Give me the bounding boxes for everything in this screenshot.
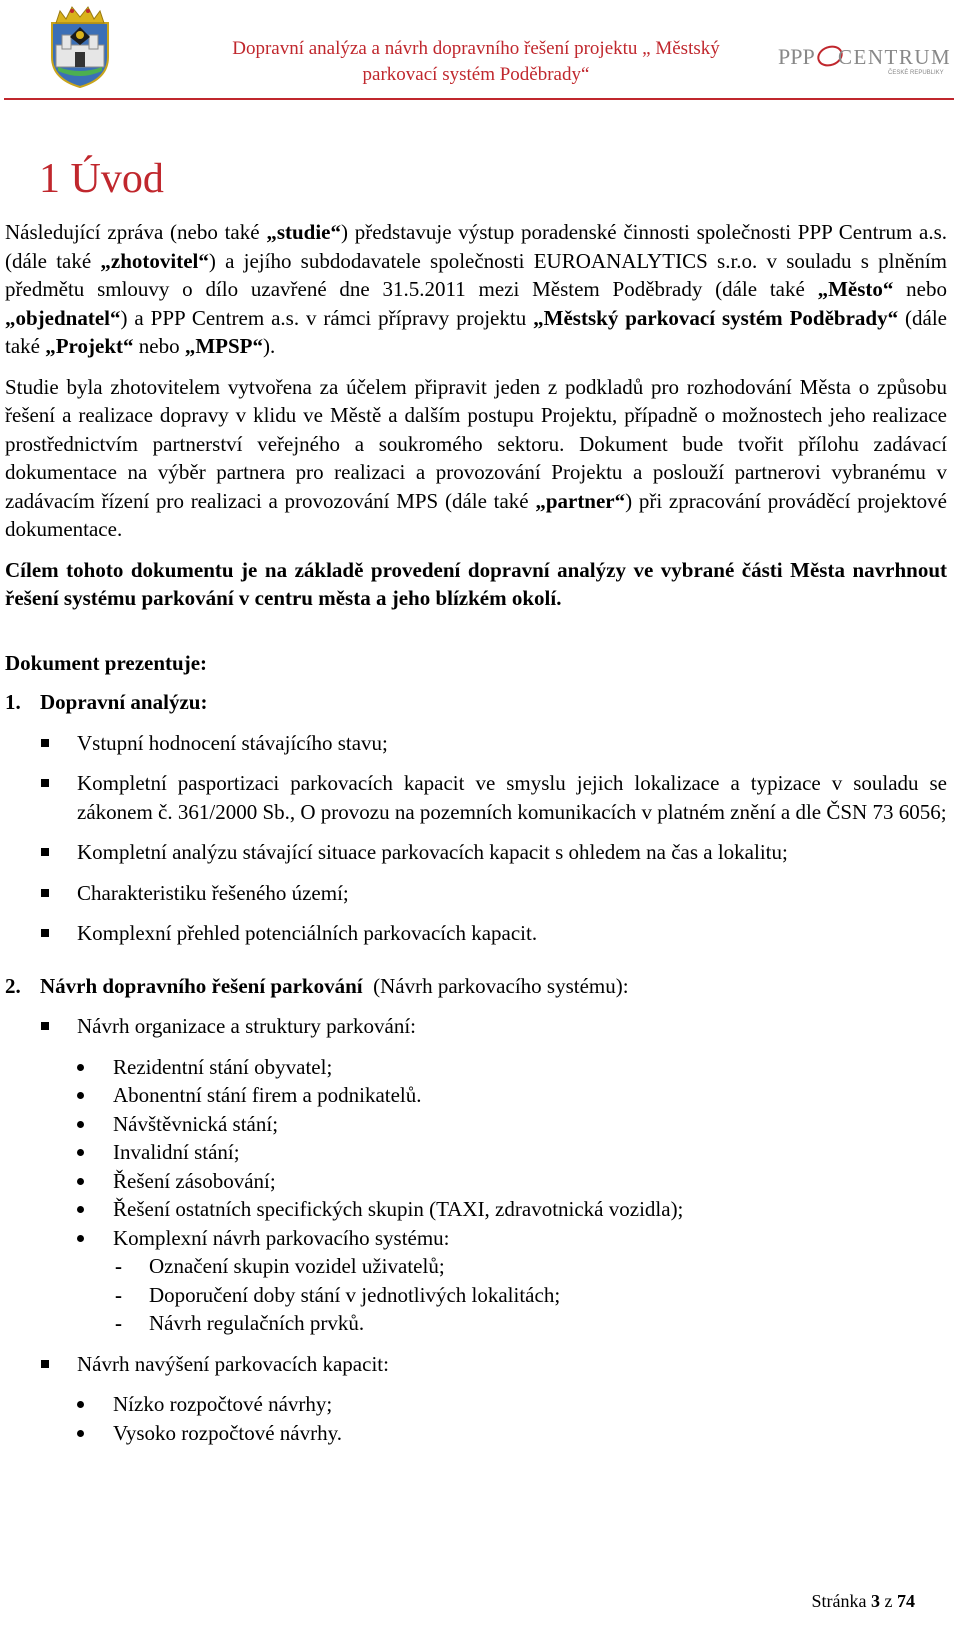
intro-term-zhotovitel: „zhotovitel“: [100, 248, 209, 273]
list-item: [5, 838, 947, 867]
round-bullet-icon: [77, 1064, 84, 1071]
ppp-centrum-logo: [776, 38, 952, 78]
round-bullet-icon: [77, 1206, 84, 1213]
presents-text: Dokument prezentuje:: [5, 650, 208, 675]
square-bullet-icon: [41, 1022, 49, 1030]
intro-term-projekt-name: „Městský parkovací systém Poděbrady“: [533, 305, 899, 330]
sublist-item: [77, 1419, 947, 1448]
intro-text: ) a PPP Centrem a.s. v rámci přípravy projektu: [120, 305, 534, 330]
page-header: [0, 0, 960, 100]
sublist-item-text: Řešení ostatních specifických skupin (TAXI, zdravotnická vozidla);: [113, 1197, 684, 1221]
sublist-item-text: Vysoko rozpočtové návrhy.: [113, 1420, 343, 1445]
intro-text: ) představuje výstup poradenské činnosti společnosti PPP Centrum a.s. (dále také: [5, 220, 947, 273]
list-item: [5, 729, 947, 758]
presents-heading: [5, 649, 947, 678]
list-item: [5, 769, 947, 826]
dash-item-text: Doporučení doby stání v jednotlivých lokalitách;: [149, 1282, 561, 1307]
header-title-line-1: Dopravní analýza a návrh dopravního řešení projektu „ Městský: [232, 38, 720, 59]
proposal-list: [5, 1012, 947, 1447]
dash-bullet: -: [115, 1282, 122, 1307]
sublist-item-text: Rezidentní stání obyvatel;: [113, 1054, 333, 1079]
sublist-item: [77, 1390, 947, 1419]
intro-text: ) a jejího subdodavatele společnosti EUROANALYTICS s.r.o. v souladu s plněním předmětu smlouvy o dílo uzavřené dne 31.5.2011 mezi Městem Poděbrady (dále také: [5, 248, 947, 301]
document-body: [5, 150, 947, 1459]
goal-paragraph: [5, 556, 947, 613]
square-bullet-icon: [41, 739, 49, 747]
logo-ppp-text: PPP: [778, 44, 815, 69]
intro-term-projekt: „Projekt“: [45, 334, 134, 358]
analysis-list: [5, 729, 947, 948]
system-sublist: [113, 1252, 947, 1338]
dash-bullet: -: [115, 1254, 122, 1278]
goal-text: Cílem tohoto dokumentu je na základě provedení dopravní analýzy ve vybrané části Města navrhnout řešení systému parkování v centru města a jeho blízkém okolí.: [5, 557, 947, 610]
list-item: [5, 879, 947, 908]
study-term-partner: „partner“: [535, 488, 626, 513]
section-heading: 1 Úvod: [39, 156, 164, 202]
list-item-text: Návrh navýšení parkovacích kapacit:: [77, 1351, 389, 1376]
list-item-text: Komplexní přehled potenciálních parkovacích kapacit.: [77, 921, 538, 945]
header-title-line-2: parkovací systém Poděbrady“: [362, 64, 590, 85]
dash-item: [113, 1281, 947, 1310]
list-item: [5, 1350, 947, 1448]
intro-term-mpsp: „MPSP“: [184, 334, 263, 358]
round-bullet-icon: [77, 1178, 84, 1185]
round-bullet-icon: [77, 1430, 84, 1437]
page-footer: [812, 1589, 915, 1613]
intro-text: ).: [262, 334, 276, 358]
city-coat-of-arms-icon: [48, 5, 112, 88]
sublist-item: [77, 1195, 947, 1224]
page-total: 74: [897, 1591, 915, 1611]
sublist-item: [77, 1224, 947, 1338]
sublist-item-text: Abonentní stání firem a podnikatelů.: [113, 1083, 422, 1107]
heading-subtitle: (Návrh parkovacího systému):: [362, 973, 629, 998]
round-bullet-icon: [77, 1401, 84, 1408]
square-bullet-icon: [41, 929, 49, 937]
intro-text: nebo: [133, 334, 185, 358]
dash-item-text: Označení skupin vozidel uživatelů;: [149, 1254, 445, 1278]
list-item-text: Vstupní hodnocení stávajícího stavu;: [77, 730, 388, 755]
intro-term-objednatel: „objednatel“: [5, 305, 121, 330]
dash-bullet: -: [115, 1311, 122, 1335]
list-item-text: Kompletní analýzu stávající situace parkovacích kapacit s ohledem na čas a lokalitu;: [77, 840, 788, 864]
study-paragraph: [5, 373, 947, 544]
sublist-item: [77, 1081, 947, 1110]
sublist-item: [77, 1167, 947, 1196]
intro-term-mesto: „Město“: [817, 277, 894, 301]
sublist-item-text: Nízko rozpočtové návrhy;: [113, 1392, 333, 1416]
square-bullet-icon: [41, 889, 49, 897]
numbered-heading-2: [5, 972, 947, 1001]
dash-item: [113, 1309, 947, 1338]
footer-of: z: [884, 1591, 893, 1611]
sublist-item: [77, 1138, 947, 1167]
list-item-text: Kompletní pasportizaci parkovacích kapacit ve smyslu jejich lokalizace a typizace v souladu se zákonem č. 361/2000 Sb., O provozu na pozemních komunikacích v platném znění a dle ČSN 73 6056;: [77, 771, 947, 824]
heading-number: 1.: [5, 690, 21, 714]
intro-text: Následující zpráva (nebo také: [5, 220, 267, 244]
numbered-heading-1: [5, 688, 947, 717]
sublist-item-text: Řešení zásobování;: [113, 1168, 276, 1193]
round-bullet-icon: [77, 1149, 84, 1156]
study-text: Studie byla zhotovitelem vytvořena za účelem připravit jeden z podkladů pro rozhodování Města o způsobu řešení a realizace dopravy v klidu ve Městě a dalším postupu Projektu, případně o možnostech jeho realizace prostřednictvím partnerství veřejného a soukromého sektoru. Dokument bude tvořit přílohu zadávací dokumentace na výběr partnera pro realizaci a provozování Projektu a poslouží partnerovi vybranému v zadávacím řízení pro realizaci a provozování MPS (dále také: [5, 374, 947, 513]
logo-subtitle-text: ČESKÉ REPUBLIKY: [888, 70, 944, 76]
sublist-item: [77, 1053, 947, 1082]
list-item: [5, 919, 947, 948]
sublist-item: [77, 1110, 947, 1139]
header-title: [180, 36, 772, 88]
dash-item: [113, 1252, 947, 1281]
logo-centrum-text: CENTRUM: [838, 45, 952, 69]
capacity-sublist: [77, 1390, 947, 1447]
list-item-text: Charakteristiku řešeného území;: [77, 880, 349, 905]
list-item-text: Návrh organizace a struktury parkování:: [77, 1014, 416, 1038]
round-bullet-icon: [77, 1121, 84, 1128]
sublist-item-text: Komplexní návrh parkovacího systému:: [113, 1225, 450, 1250]
intro-term-studie: „studie“: [266, 220, 341, 244]
heading-number: 2.: [5, 973, 21, 998]
study-text: ) při zpracování prováděcí projektové dokumentace.: [5, 488, 947, 541]
square-bullet-icon: [41, 1360, 49, 1368]
sublist-item-text: Návštěvnická stání;: [113, 1111, 279, 1136]
page-number: 3: [871, 1591, 880, 1611]
round-bullet-icon: [77, 1092, 84, 1099]
footer-label: Stránka: [811, 1591, 867, 1611]
square-bullet-icon: [41, 848, 49, 856]
intro-text: (dále také: [5, 305, 947, 358]
organization-sublist: [77, 1053, 947, 1338]
intro-paragraph: [5, 218, 947, 361]
header-divider: [4, 98, 954, 100]
heading-title: Dopravní analýzu:: [40, 690, 208, 714]
list-item: [5, 1012, 947, 1338]
intro-text: nebo: [893, 277, 947, 301]
round-bullet-icon: [77, 1235, 84, 1242]
square-bullet-icon: [41, 779, 49, 787]
heading-title: Návrh dopravního řešení parkování: [40, 973, 363, 998]
sublist-item-text: Invalidní stání;: [113, 1140, 240, 1164]
dash-item-text: Návrh regulačních prvků.: [149, 1311, 365, 1335]
